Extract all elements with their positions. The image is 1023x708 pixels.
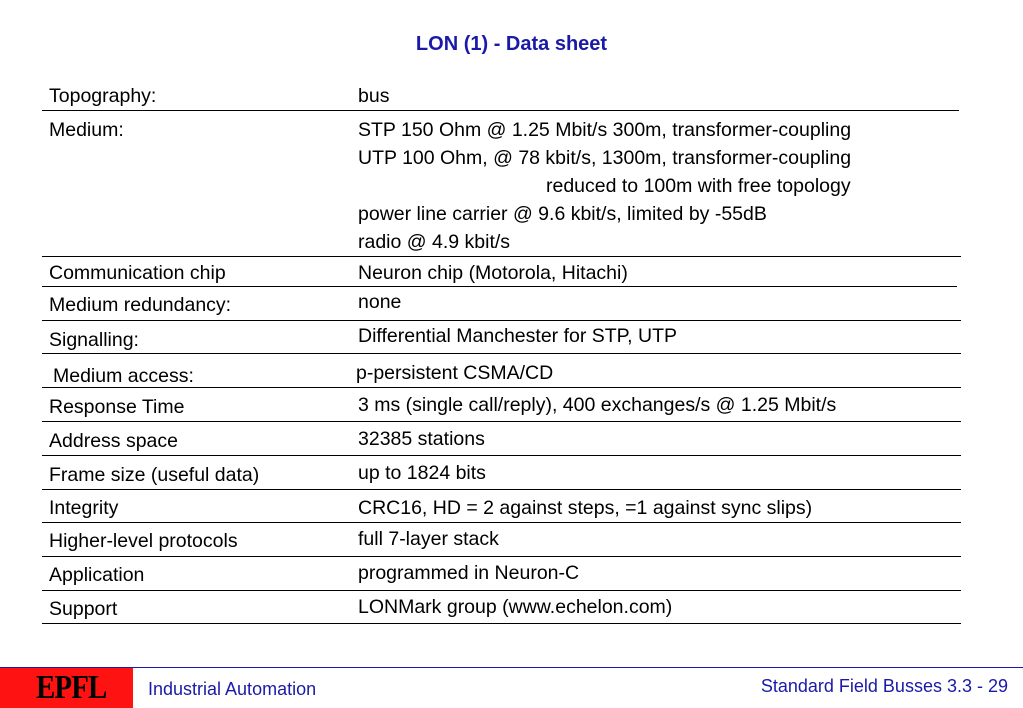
row-value-medium-line-1: STP 150 Ohm @ 1.25 Mbit/s 300m, transformer-coupling: [358, 119, 852, 141]
row-divider: [42, 556, 961, 557]
row-divider: [42, 353, 961, 354]
row-divider: [42, 623, 961, 624]
row-label-medium: Medium:: [49, 119, 124, 141]
row-label-communication-chip: Communication chip: [49, 262, 226, 284]
row-label-topography: Topography:: [49, 85, 157, 107]
row-label-address-space: Address space: [49, 430, 178, 452]
row-divider: [42, 110, 959, 111]
row-divider: [42, 522, 961, 523]
slide-title: LON (1) - Data sheet: [415, 33, 608, 55]
row-label-application: Application: [49, 564, 145, 586]
row-value-higher-level-protocols: full 7-layer stack: [358, 528, 499, 550]
row-label-support: Support: [49, 598, 118, 620]
row-label-response-time: Response Time: [49, 396, 185, 418]
row-value-medium-line-3: reduced to 100m with free topology: [546, 175, 851, 197]
row-divider: [42, 286, 957, 287]
row-value-medium-redundancy: none: [358, 291, 402, 313]
row-value-application: programmed in Neuron-C: [358, 562, 580, 584]
row-label-higher-level-protocols: Higher-level protocols: [49, 530, 238, 552]
row-divider: [42, 421, 961, 422]
row-value-address-space: 32385 stations: [358, 428, 485, 450]
row-divider: [42, 256, 961, 257]
row-value-frame-size: up to 1824 bits: [358, 462, 486, 484]
row-divider: [42, 320, 961, 321]
row-value-medium-line-5: radio @ 4.9 kbit/s: [358, 231, 511, 253]
row-value-medium-line-4: power line carrier @ 9.6 kbit/s, limited by -55dB: [358, 203, 767, 225]
row-label-integrity: Integrity: [49, 497, 119, 519]
row-value-topography: bus: [358, 85, 390, 107]
row-value-communication-chip: Neuron chip (Motorola, Hitachi): [358, 262, 628, 284]
row-value-signalling: Differential Manchester for STP, UTP: [358, 325, 677, 347]
row-value-medium-access: p-persistent CSMA/CD: [356, 362, 554, 384]
footer-slide-number: Standard Field Busses 3.3 - 29: [760, 676, 1008, 696]
footer-course-name: Industrial Automation: [148, 679, 317, 699]
row-label-frame-size: Frame size (useful data): [49, 464, 260, 486]
row-label-medium-access: Medium access:: [53, 365, 194, 387]
footer-divider: [0, 667, 1023, 668]
row-divider: [42, 489, 961, 490]
row-label-medium-redundancy: Medium redundancy:: [49, 294, 232, 316]
row-value-response-time: 3 ms (single call/reply), 400 exchanges/s @ 1.25 Mbit/s: [358, 394, 837, 416]
row-value-integrity: CRC16, HD = 2 against steps, =1 against sync slips): [358, 497, 813, 519]
epfl-logo-text: EPFL: [36, 669, 107, 706]
row-value-medium-line-2: UTP 100 Ohm, @ 78 kbit/s, 1300m, transformer-coupling: [358, 147, 852, 169]
row-divider: [42, 387, 961, 388]
row-value-support: LONMark group (www.echelon.com): [358, 596, 673, 618]
row-divider: [42, 455, 961, 456]
epfl-logo: [0, 668, 133, 708]
row-divider: [42, 590, 961, 591]
row-label-signalling: Signalling:: [49, 329, 139, 351]
